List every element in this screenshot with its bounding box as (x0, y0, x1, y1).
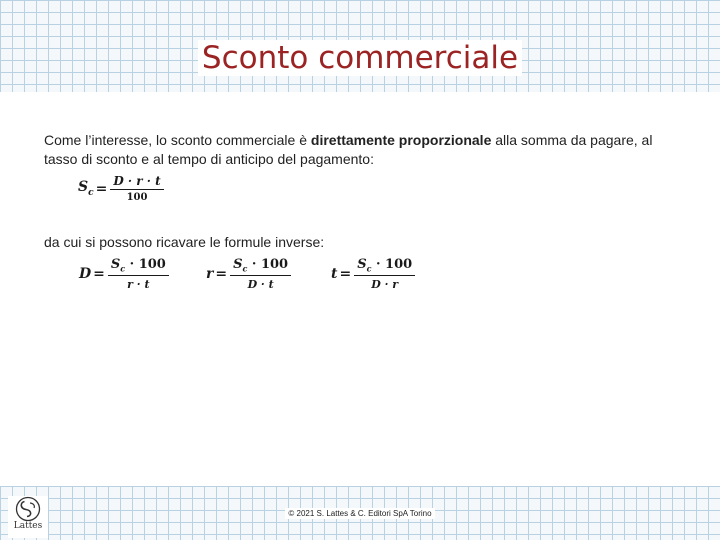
footer-copyright-text: © 2021 S. Lattes & C. Editori SpA Torino (285, 508, 434, 519)
formula-main (78, 174, 164, 203)
intro-prefix: Come l’interesse, lo sconto commerciale è (44, 132, 311, 148)
formula-main-equals: = (95, 180, 108, 197)
formula-r-fraction (230, 257, 291, 291)
slide-title-text: Sconto commerciale (198, 40, 522, 76)
footer-copyright (0, 509, 720, 518)
inverse-intro: da cui si possono ricavare le formule inverse: (44, 234, 325, 250)
formula-d-denominator: r · t (127, 277, 150, 291)
intro-suffix: alla somma da pagare, al (491, 132, 653, 148)
formula-main-fraction (110, 174, 163, 203)
formula-d-numerator: $S_c \cdot 100$ (108, 257, 169, 276)
formula-t-equals: = (339, 265, 352, 282)
formula-main-lhs: $S_c$ (78, 179, 94, 198)
intro-bold: direttamente proporzionale (310, 132, 492, 148)
formula-inverse-d (79, 257, 169, 291)
intro-line-1 (44, 130, 652, 150)
logo-wordmark: Lattes (13, 521, 43, 531)
formula-r-numerator: $S_c \cdot 100$ (230, 257, 291, 276)
slide-title (0, 40, 720, 76)
formula-d-fraction (108, 257, 169, 291)
formula-main-numerator: D · r · t (110, 174, 163, 190)
formula-r-denominator: D · t (247, 277, 274, 291)
formula-t-numerator: $S_c \cdot 100$ (354, 257, 415, 276)
formula-r-equals: = (215, 265, 228, 282)
formula-main-denominator: 100 (126, 192, 148, 203)
formula-t-fraction (354, 257, 415, 291)
formula-d-lhs: D (79, 265, 92, 282)
formula-inverse-t (331, 257, 415, 291)
intro-line-2: tasso di sconto e al tempo di anticipo del pagamento: (44, 151, 374, 167)
formula-d-equals: = (93, 265, 105, 282)
formula-t-lhs: t (331, 265, 338, 282)
formula-t-denominator: D · r (371, 277, 399, 291)
formula-r-lhs: r (206, 265, 214, 282)
formula-inverse-r (206, 257, 291, 291)
